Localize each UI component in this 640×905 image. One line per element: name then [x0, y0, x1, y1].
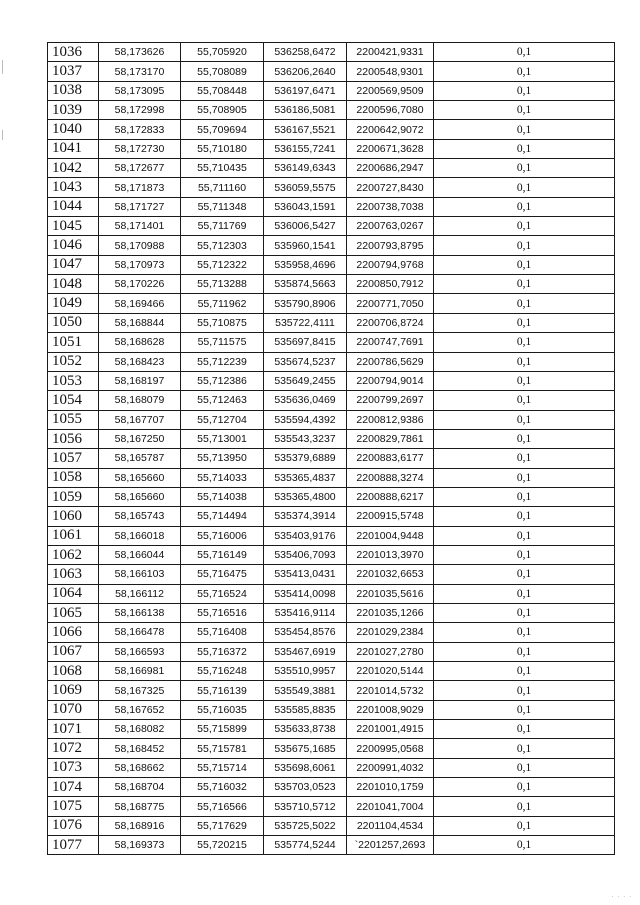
longitude-cell: 55,713001: [181, 429, 264, 448]
accuracy-cell: 0,1: [434, 449, 615, 468]
table-row: [48, 62, 615, 81]
point-number-cell: 1066: [48, 623, 99, 642]
point-number-cell: 1041: [48, 139, 99, 158]
longitude-cell: 55,710875: [181, 313, 264, 332]
coordinates-table: [47, 42, 615, 855]
y-coordinate-cell: 2200569,9509: [347, 81, 434, 100]
latitude-cell: 58,167325: [99, 681, 181, 700]
table-row: [48, 662, 615, 681]
longitude-cell: 55,716035: [181, 700, 264, 719]
accuracy-cell: 0,1: [434, 836, 615, 855]
y-coordinate-cell: 2201029,2384: [347, 623, 434, 642]
accuracy-cell: 0,1: [434, 758, 615, 777]
latitude-cell: 58,165660: [99, 468, 181, 487]
longitude-cell: 55,705920: [181, 43, 264, 62]
table-row: [48, 758, 615, 777]
x-coordinate-cell: 536258,6472: [264, 43, 347, 62]
x-coordinate-cell: 535958,4696: [264, 255, 347, 274]
accuracy-cell: 0,1: [434, 739, 615, 758]
longitude-cell: 55,715714: [181, 758, 264, 777]
table-row: [48, 313, 615, 332]
longitude-cell: 55,708905: [181, 101, 264, 120]
y-coordinate-cell: 2200747,7691: [347, 333, 434, 352]
latitude-cell: 58,165660: [99, 487, 181, 506]
point-number-cell: 1062: [48, 545, 99, 564]
accuracy-cell: 0,1: [434, 139, 615, 158]
point-number-cell: 1045: [48, 217, 99, 236]
point-number-cell: 1038: [48, 81, 99, 100]
table-row: [48, 449, 615, 468]
longitude-cell: 55,715781: [181, 739, 264, 758]
x-coordinate-cell: 535675,1685: [264, 739, 347, 758]
table-row: [48, 410, 615, 429]
longitude-cell: 55,712386: [181, 371, 264, 390]
latitude-cell: 58,170988: [99, 236, 181, 255]
point-number-cell: 1059: [48, 487, 99, 506]
longitude-cell: 55,711962: [181, 294, 264, 313]
longitude-cell: 55,716524: [181, 584, 264, 603]
latitude-cell: 58,167652: [99, 700, 181, 719]
x-coordinate-cell: 535722,4111: [264, 313, 347, 332]
latitude-cell: 58,171401: [99, 217, 181, 236]
accuracy-cell: 0,1: [434, 391, 615, 410]
longitude-cell: 55,716139: [181, 681, 264, 700]
accuracy-cell: 0,1: [434, 642, 615, 661]
accuracy-cell: 0,1: [434, 236, 615, 255]
accuracy-cell: 0,1: [434, 584, 615, 603]
scan-corner-mark: · · · ·: [611, 894, 632, 901]
table-row: [48, 642, 615, 661]
y-coordinate-cell: 2200421,9331: [347, 43, 434, 62]
latitude-cell: 58,166103: [99, 565, 181, 584]
table-row: [48, 720, 615, 739]
y-coordinate-cell: 2201001,4915: [347, 720, 434, 739]
longitude-cell: 55,711348: [181, 197, 264, 216]
point-number-cell: 1043: [48, 178, 99, 197]
latitude-cell: 58,166138: [99, 603, 181, 622]
accuracy-cell: 0,1: [434, 275, 615, 294]
point-number-cell: 1058: [48, 468, 99, 487]
y-coordinate-cell: 2200596,7080: [347, 101, 434, 120]
y-coordinate-cell: 2200829,7861: [347, 429, 434, 448]
y-coordinate-cell: 2200671,3628: [347, 139, 434, 158]
x-coordinate-cell: 536006,5427: [264, 217, 347, 236]
latitude-cell: 58,170226: [99, 275, 181, 294]
accuracy-cell: 0,1: [434, 507, 615, 526]
latitude-cell: 58,168197: [99, 371, 181, 390]
point-number-cell: 1050: [48, 313, 99, 332]
latitude-cell: 58,165743: [99, 507, 181, 526]
y-coordinate-cell: 2200642,9072: [347, 120, 434, 139]
longitude-cell: 55,710180: [181, 139, 264, 158]
accuracy-cell: 0,1: [434, 371, 615, 390]
accuracy-cell: 0,1: [434, 545, 615, 564]
table-row: [48, 468, 615, 487]
table-row: [48, 236, 615, 255]
point-number-cell: 1071: [48, 720, 99, 739]
latitude-cell: 58,168452: [99, 739, 181, 758]
point-number-cell: 1063: [48, 565, 99, 584]
accuracy-cell: 0,1: [434, 778, 615, 797]
y-coordinate-cell: 2200794,9014: [347, 371, 434, 390]
point-number-cell: 1068: [48, 662, 99, 681]
accuracy-cell: 0,1: [434, 81, 615, 100]
point-number-cell: 1049: [48, 294, 99, 313]
longitude-cell: 55,715899: [181, 720, 264, 739]
x-coordinate-cell: 535636,0469: [264, 391, 347, 410]
table-row: [48, 584, 615, 603]
table-row: [48, 275, 615, 294]
y-coordinate-cell: 2201032,6653: [347, 565, 434, 584]
longitude-cell: 55,714494: [181, 507, 264, 526]
latitude-cell: 58,167250: [99, 429, 181, 448]
x-coordinate-cell: 536059,5575: [264, 178, 347, 197]
latitude-cell: 58,166044: [99, 545, 181, 564]
y-coordinate-cell: 2200991,4032: [347, 758, 434, 777]
x-coordinate-cell: 535416,9114: [264, 603, 347, 622]
latitude-cell: 58,165787: [99, 449, 181, 468]
latitude-cell: 58,168704: [99, 778, 181, 797]
accuracy-cell: 0,1: [434, 468, 615, 487]
x-coordinate-cell: 535365,4837: [264, 468, 347, 487]
latitude-cell: 58,166112: [99, 584, 181, 603]
x-coordinate-cell: 535403,9176: [264, 526, 347, 545]
accuracy-cell: 0,1: [434, 487, 615, 506]
x-coordinate-cell: 535703,0523: [264, 778, 347, 797]
y-coordinate-cell: 2200888,6217: [347, 487, 434, 506]
point-number-cell: 1044: [48, 197, 99, 216]
point-number-cell: 1055: [48, 410, 99, 429]
y-coordinate-cell: 2200915,5748: [347, 507, 434, 526]
y-coordinate-cell: 2200727,8430: [347, 178, 434, 197]
accuracy-cell: 0,1: [434, 700, 615, 719]
point-number-cell: 1061: [48, 526, 99, 545]
y-coordinate-cell: 2201104,4534: [347, 816, 434, 835]
table-row: [48, 836, 615, 855]
table-row: [48, 565, 615, 584]
x-coordinate-cell: 535510,9957: [264, 662, 347, 681]
y-coordinate-cell: 2200794,9768: [347, 255, 434, 274]
x-coordinate-cell: 535674,5237: [264, 352, 347, 371]
longitude-cell: 55,712322: [181, 255, 264, 274]
x-coordinate-cell: 535725,5022: [264, 816, 347, 835]
point-number-cell: 1067: [48, 642, 99, 661]
y-coordinate-cell: 2201035,1266: [347, 603, 434, 622]
longitude-cell: 55,716475: [181, 565, 264, 584]
x-coordinate-cell: 535698,6061: [264, 758, 347, 777]
x-coordinate-cell: 536043,1591: [264, 197, 347, 216]
x-coordinate-cell: 535774,5244: [264, 836, 347, 855]
x-coordinate-cell: 535960,1541: [264, 236, 347, 255]
x-coordinate-cell: 535594,4392: [264, 410, 347, 429]
longitude-cell: 55,711575: [181, 333, 264, 352]
accuracy-cell: 0,1: [434, 333, 615, 352]
point-number-cell: 1075: [48, 797, 99, 816]
latitude-cell: 58,168916: [99, 816, 181, 835]
table-row: [48, 139, 615, 158]
scan-edge-mark: [2, 130, 3, 140]
longitude-cell: 55,712704: [181, 410, 264, 429]
x-coordinate-cell: 536155,7241: [264, 139, 347, 158]
x-coordinate-cell: 535365,4800: [264, 487, 347, 506]
x-coordinate-cell: 535633,8738: [264, 720, 347, 739]
x-coordinate-cell: 535649,2455: [264, 371, 347, 390]
point-number-cell: 1051: [48, 333, 99, 352]
latitude-cell: 58,166981: [99, 662, 181, 681]
x-coordinate-cell: 535413,0431: [264, 565, 347, 584]
point-number-cell: 1069: [48, 681, 99, 700]
table-row: [48, 197, 615, 216]
table-row: [48, 681, 615, 700]
y-coordinate-cell: `2201257,2693: [347, 836, 434, 855]
accuracy-cell: 0,1: [434, 410, 615, 429]
longitude-cell: 55,716372: [181, 642, 264, 661]
table-row: [48, 159, 615, 178]
accuracy-cell: 0,1: [434, 662, 615, 681]
table-row: [48, 797, 615, 816]
table-row: [48, 391, 615, 410]
latitude-cell: 58,173626: [99, 43, 181, 62]
x-coordinate-cell: 536186,5081: [264, 101, 347, 120]
accuracy-cell: 0,1: [434, 159, 615, 178]
table-row: [48, 255, 615, 274]
latitude-cell: 58,168844: [99, 313, 181, 332]
point-number-cell: 1074: [48, 778, 99, 797]
latitude-cell: 58,172833: [99, 120, 181, 139]
y-coordinate-cell: 2200888,3274: [347, 468, 434, 487]
table-row: [48, 81, 615, 100]
longitude-cell: 55,712463: [181, 391, 264, 410]
x-coordinate-cell: 535467,6919: [264, 642, 347, 661]
point-number-cell: 1070: [48, 700, 99, 719]
accuracy-cell: 0,1: [434, 681, 615, 700]
y-coordinate-cell: 2201027,2780: [347, 642, 434, 661]
y-coordinate-cell: 2200799,2697: [347, 391, 434, 410]
latitude-cell: 58,172677: [99, 159, 181, 178]
latitude-cell: 58,172998: [99, 101, 181, 120]
accuracy-cell: 0,1: [434, 178, 615, 197]
longitude-cell: 55,712303: [181, 236, 264, 255]
point-number-cell: 1073: [48, 758, 99, 777]
accuracy-cell: 0,1: [434, 197, 615, 216]
table-row: [48, 217, 615, 236]
x-coordinate-cell: 535697,8415: [264, 333, 347, 352]
y-coordinate-cell: 2201010,1759: [347, 778, 434, 797]
table-row: [48, 101, 615, 120]
x-coordinate-cell: 535710,5712: [264, 797, 347, 816]
longitude-cell: 55,708089: [181, 62, 264, 81]
x-coordinate-cell: 535790,8906: [264, 294, 347, 313]
point-number-cell: 1047: [48, 255, 99, 274]
table-row: [48, 545, 615, 564]
coordinates-table-body: [48, 43, 615, 855]
scan-edge-mark: [2, 60, 3, 74]
latitude-cell: 58,168423: [99, 352, 181, 371]
accuracy-cell: 0,1: [434, 429, 615, 448]
accuracy-cell: 0,1: [434, 816, 615, 835]
accuracy-cell: 0,1: [434, 62, 615, 81]
table-row: [48, 603, 615, 622]
longitude-cell: 55,717629: [181, 816, 264, 835]
point-number-cell: 1065: [48, 603, 99, 622]
y-coordinate-cell: 2200763,0267: [347, 217, 434, 236]
longitude-cell: 55,712239: [181, 352, 264, 371]
point-number-cell: 1054: [48, 391, 99, 410]
x-coordinate-cell: 535374,3914: [264, 507, 347, 526]
longitude-cell: 55,716516: [181, 603, 264, 622]
point-number-cell: 1077: [48, 836, 99, 855]
latitude-cell: 58,172730: [99, 139, 181, 158]
longitude-cell: 55,716032: [181, 778, 264, 797]
point-number-cell: 1076: [48, 816, 99, 835]
point-number-cell: 1042: [48, 159, 99, 178]
accuracy-cell: 0,1: [434, 797, 615, 816]
y-coordinate-cell: 2201013,3970: [347, 545, 434, 564]
longitude-cell: 55,714033: [181, 468, 264, 487]
accuracy-cell: 0,1: [434, 43, 615, 62]
table-row: [48, 739, 615, 758]
point-number-cell: 1064: [48, 584, 99, 603]
accuracy-cell: 0,1: [434, 101, 615, 120]
table-row: [48, 487, 615, 506]
latitude-cell: 58,169373: [99, 836, 181, 855]
y-coordinate-cell: 2200548,9301: [347, 62, 434, 81]
y-coordinate-cell: 2200850,7912: [347, 275, 434, 294]
y-coordinate-cell: 2200786,5629: [347, 352, 434, 371]
point-number-cell: 1072: [48, 739, 99, 758]
x-coordinate-cell: 535454,8576: [264, 623, 347, 642]
point-number-cell: 1048: [48, 275, 99, 294]
table-row: [48, 700, 615, 719]
latitude-cell: 58,169466: [99, 294, 181, 313]
accuracy-cell: 0,1: [434, 217, 615, 236]
x-coordinate-cell: 535414,0098: [264, 584, 347, 603]
accuracy-cell: 0,1: [434, 294, 615, 313]
accuracy-cell: 0,1: [434, 352, 615, 371]
point-number-cell: 1060: [48, 507, 99, 526]
accuracy-cell: 0,1: [434, 623, 615, 642]
x-coordinate-cell: 535874,5663: [264, 275, 347, 294]
longitude-cell: 55,708448: [181, 81, 264, 100]
latitude-cell: 58,171873: [99, 178, 181, 197]
y-coordinate-cell: 2200995,0568: [347, 739, 434, 758]
longitude-cell: 55,713288: [181, 275, 264, 294]
point-number-cell: 1057: [48, 449, 99, 468]
longitude-cell: 55,716149: [181, 545, 264, 564]
y-coordinate-cell: 2200793,8795: [347, 236, 434, 255]
accuracy-cell: 0,1: [434, 720, 615, 739]
table-row: [48, 294, 615, 313]
x-coordinate-cell: 536149,6343: [264, 159, 347, 178]
latitude-cell: 58,167707: [99, 410, 181, 429]
x-coordinate-cell: 536197,6471: [264, 81, 347, 100]
latitude-cell: 58,173170: [99, 62, 181, 81]
x-coordinate-cell: 536167,5521: [264, 120, 347, 139]
y-coordinate-cell: 2200706,8724: [347, 313, 434, 332]
latitude-cell: 58,171727: [99, 197, 181, 216]
point-number-cell: 1039: [48, 101, 99, 120]
y-coordinate-cell: 2200686,2947: [347, 159, 434, 178]
longitude-cell: 55,713950: [181, 449, 264, 468]
longitude-cell: 55,716248: [181, 662, 264, 681]
latitude-cell: 58,168628: [99, 333, 181, 352]
point-number-cell: 1036: [48, 43, 99, 62]
table-row: [48, 333, 615, 352]
accuracy-cell: 0,1: [434, 255, 615, 274]
latitude-cell: 58,168775: [99, 797, 181, 816]
x-coordinate-cell: 535406,7093: [264, 545, 347, 564]
latitude-cell: 58,166593: [99, 642, 181, 661]
longitude-cell: 55,716566: [181, 797, 264, 816]
y-coordinate-cell: 2201008,9029: [347, 700, 434, 719]
point-number-cell: 1046: [48, 236, 99, 255]
x-coordinate-cell: 535379,6889: [264, 449, 347, 468]
table-row: [48, 429, 615, 448]
longitude-cell: 55,709694: [181, 120, 264, 139]
y-coordinate-cell: 2201014,5732: [347, 681, 434, 700]
latitude-cell: 58,168662: [99, 758, 181, 777]
longitude-cell: 55,711769: [181, 217, 264, 236]
table-row: [48, 778, 615, 797]
x-coordinate-cell: 536206,2640: [264, 62, 347, 81]
latitude-cell: 58,173095: [99, 81, 181, 100]
point-number-cell: 1053: [48, 371, 99, 390]
table-row: [48, 526, 615, 545]
table-row: [48, 623, 615, 642]
y-coordinate-cell: 2200812,9386: [347, 410, 434, 429]
y-coordinate-cell: 2201004,9448: [347, 526, 434, 545]
point-number-cell: 1040: [48, 120, 99, 139]
accuracy-cell: 0,1: [434, 120, 615, 139]
x-coordinate-cell: 535585,8835: [264, 700, 347, 719]
y-coordinate-cell: 2201020,5144: [347, 662, 434, 681]
longitude-cell: 55,710435: [181, 159, 264, 178]
table-row: [48, 507, 615, 526]
latitude-cell: 58,168082: [99, 720, 181, 739]
y-coordinate-cell: 2201035,5616: [347, 584, 434, 603]
table-row: [48, 43, 615, 62]
accuracy-cell: 0,1: [434, 603, 615, 622]
table-row: [48, 816, 615, 835]
accuracy-cell: 0,1: [434, 526, 615, 545]
y-coordinate-cell: 2200771,7050: [347, 294, 434, 313]
accuracy-cell: 0,1: [434, 565, 615, 584]
table-row: [48, 120, 615, 139]
x-coordinate-cell: 535543,3237: [264, 429, 347, 448]
latitude-cell: 58,166018: [99, 526, 181, 545]
point-number-cell: 1037: [48, 62, 99, 81]
longitude-cell: 55,716408: [181, 623, 264, 642]
y-coordinate-cell: 2200738,7038: [347, 197, 434, 216]
latitude-cell: 58,166478: [99, 623, 181, 642]
longitude-cell: 55,716006: [181, 526, 264, 545]
accuracy-cell: 0,1: [434, 313, 615, 332]
longitude-cell: 55,714038: [181, 487, 264, 506]
table-row: [48, 178, 615, 197]
latitude-cell: 58,168079: [99, 391, 181, 410]
x-coordinate-cell: 535549,3881: [264, 681, 347, 700]
point-number-cell: 1052: [48, 352, 99, 371]
longitude-cell: 55,720215: [181, 836, 264, 855]
y-coordinate-cell: 2201041,7004: [347, 797, 434, 816]
longitude-cell: 55,711160: [181, 178, 264, 197]
table-row: [48, 352, 615, 371]
y-coordinate-cell: 2200883,6177: [347, 449, 434, 468]
table-row: [48, 371, 615, 390]
point-number-cell: 1056: [48, 429, 99, 448]
latitude-cell: 58,170973: [99, 255, 181, 274]
